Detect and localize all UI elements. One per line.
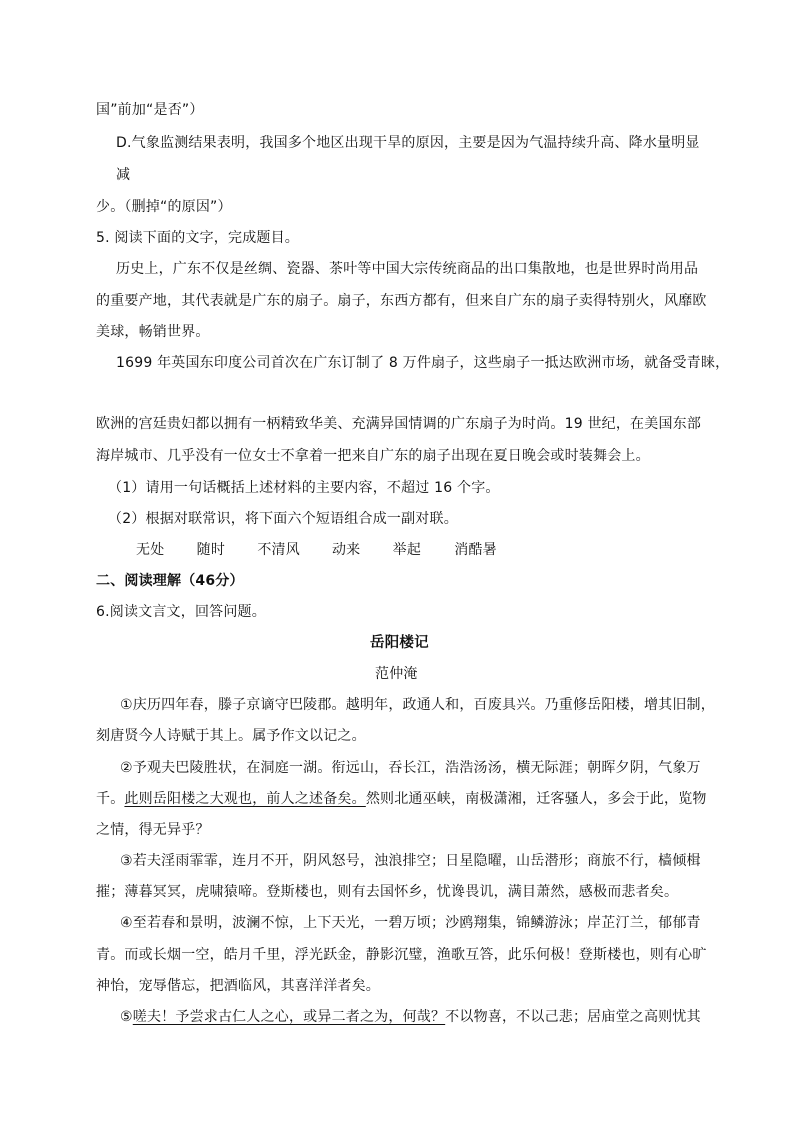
text-segment: 不以物喜，不以己悲；居庙堂之高则忧其 [445, 1009, 701, 1025]
phrase-option: 消酷暑 [454, 542, 497, 558]
essay-title: 岳阳楼记 [370, 635, 429, 651]
phrase-option: 无处 [136, 542, 165, 558]
phrase-option: 随时 [196, 542, 226, 558]
text-line: D.气象监测结果表明，我国多个地区出现干旱的原因，主要是因为气温持续升高、降水量明显 [116, 135, 700, 151]
text-line: ②予观夫巴陵胜状，在洞庭一湖。衔远山，吞长江，浩浩汤汤，横无际涯；朝晖夕阴，气象万 [120, 760, 701, 776]
phrase-option: 动来 [331, 542, 361, 558]
underlined-sentence: 嗟夫！予尝求古仁人之心，或异二者之为，何哉？ [132, 1009, 446, 1025]
text-line [120, 1007, 701, 1027]
essay-author: 范仲淹 [375, 666, 418, 682]
question-6-heading: 6.阅读文言文，回答问题。 [96, 604, 266, 620]
text-line: 少。（删掉“的原因”） [96, 199, 232, 215]
text-line: ③若夫淫雨霏霏，连月不开，阴风怒号，浊浪排空；日星隐曜，山岳潜形；商旅不行，樯倾楫 [120, 853, 701, 869]
text-line: 美球，畅销世界。 [96, 324, 210, 340]
text-line: 之情，得无异乎？ [96, 822, 210, 838]
text-line: 1699 年英国东印度公司首次在广东订制了 8 万件扇子，这些扇子一抵达欧洲市场，就备受青睐， [116, 355, 730, 371]
section-heading: 二、阅读理解（46分） [96, 573, 244, 589]
text-line: ①庆历四年春，滕子京谪守巴陵郡。越明年，政通人和，百废具兴。乃重修岳阳楼，增其旧制， [120, 697, 715, 713]
text-line: 青。而或长烟一空，皓月千里，浮光跃金，静影沉璧，渔歌互答，此乐何极！登斯楼也，则有心旷 [96, 947, 707, 963]
text-segment: 然则北通巫峡，南极潇湘，迁客骚人，多会于此，览物 [365, 791, 707, 807]
phrase-option: 不清风 [257, 542, 300, 558]
text-segment: ⑤ [120, 1009, 133, 1025]
text-line: 海岸城市、几乎没有一位女士不拿着一把来自广东的扇子出现在夏日晚会或时装舞会上。 [96, 448, 650, 464]
text-line: 的重要产地，其代表就是广东的扇子。扇子，东西方都有，但来自广东的扇子卖得特别火，风靡欧 [96, 293, 707, 309]
phrase-option: 举起 [392, 542, 422, 558]
sub-question-2: （2）根据对联常识，将下面六个短语组合成一副对联。 [108, 511, 458, 527]
text-segment: 千。 [96, 791, 125, 807]
sub-question-1: （1）请用一句话概括上述材料的主要内容，不超过 16 个字。 [108, 480, 500, 496]
question-5-heading: 5. 阅读下面的文字，完成题目。 [96, 230, 300, 246]
text-line [96, 789, 707, 809]
text-line: 摧；薄暮冥冥，虎啸猿啼。登斯楼也，则有去国怀乡，忧谗畏讥，满目萧然，感极而悲者矣。 [96, 884, 679, 900]
text-line: ④至若春和景明，波澜不惊，上下天光，一碧万顷；沙鸥翔集，锦鳞游泳；岸芷汀兰，郁郁青 [120, 915, 701, 931]
underlined-sentence: 此则岳阳楼之大观也，前人之述备矣。 [124, 791, 366, 807]
text-line: 历史上，广东不仅是丝绸、瓷器、茶叶等中国大宗传统商品的出口集散地，也是世界时尚用品 [116, 261, 699, 277]
text-line: 欧洲的宫廷贵妇都以拥有一柄精致华美、充满异国情调的广东扇子为时尚。19 世纪，在美国东部 [96, 416, 702, 432]
phrase-options [136, 540, 497, 560]
text-line: 减 [116, 167, 131, 183]
text-line: 刻唐贤今人诗赋于其上。属予作文以记之。 [96, 728, 366, 744]
text-line: 国”前加“是否”） [96, 102, 204, 118]
text-line: 神怡，宠辱偕忘，把酒临风，其喜洋洋者矣。 [96, 978, 380, 994]
